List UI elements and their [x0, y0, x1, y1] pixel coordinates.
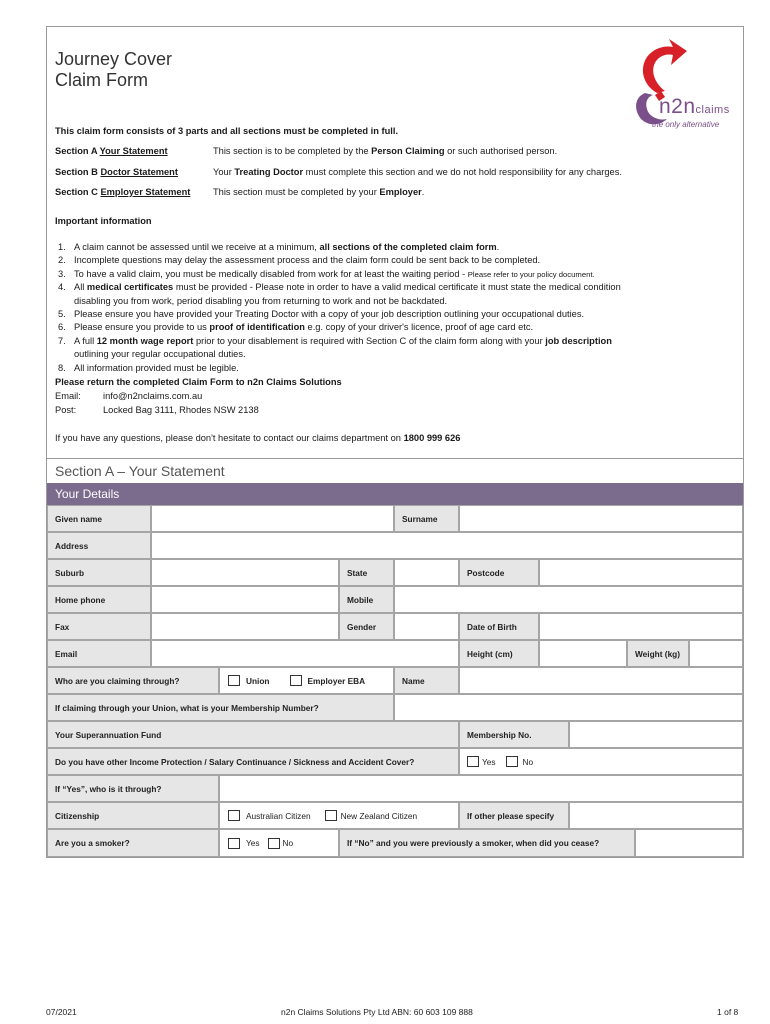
list-item: 3. To have a valid claim, you must be medically disabled from work for at least the waiting period - Please refer to your policy document. [58, 268, 595, 279]
other-income-options [459, 748, 743, 775]
logo-text: n2nclaims [659, 95, 730, 118]
footer-company: n2n Claims Solutions Pty Ltd ABN: 60 603 109 888 [281, 1007, 473, 1017]
list-item: 1. A claim cannot be assessed until we receive at a minimum, all sections of the completed claim form. [58, 242, 500, 252]
mobile-label: Mobile [339, 586, 394, 613]
smoker-yes-checkbox[interactable] [228, 838, 240, 849]
smoker-no-checkbox[interactable] [268, 838, 280, 849]
section-b-desc: Your Treating Doctor must complete this section and we do not hold responsibility for any charges. [213, 167, 622, 177]
section-a-title: Section A – Your Statement [47, 458, 743, 483]
smoker-no-label: No [282, 838, 294, 848]
name-label: Name [394, 667, 459, 694]
employer-eba-checkbox[interactable] [290, 675, 302, 686]
list-item: 2. Incomplete questions may delay the assessment process and the claim form could be sent back to be completed. [58, 255, 541, 266]
claiming-options [219, 667, 394, 694]
email-field-label: Email [47, 640, 151, 667]
membership-number-field[interactable] [394, 694, 743, 721]
mobile-field[interactable] [394, 586, 743, 613]
section-a-desc: This section is to be completed by the Person Claiming or such authorised person. [213, 146, 558, 156]
super-fund-label: Your Superannuation Fund [48, 722, 458, 747]
email-input[interactable] [151, 640, 459, 667]
smoker-label: Are you a smoker? [47, 829, 219, 857]
ceased-field[interactable] [635, 829, 743, 857]
postcode-label: Postcode [459, 559, 539, 586]
list-item: 7. A full 12 month wage report prior to your disablement is required with Section C of the claim form along with your job description outlining your regular occupational duties. [58, 335, 612, 360]
address-field[interactable] [151, 532, 743, 559]
height-label: Height (cm) [459, 640, 539, 667]
contact-text: If you have any questions, please don't hesitate to contact our claims department on 1800 999 626 [55, 433, 461, 443]
nz-citizen-checkbox[interactable] [325, 810, 337, 821]
list-item: 8. All information provided must be legible. [58, 362, 239, 373]
home-phone-field[interactable] [151, 586, 339, 613]
other-income-no-checkbox[interactable] [506, 756, 518, 767]
weight-label: Weight (kg) [627, 640, 689, 667]
suburb-label: Suburb [47, 559, 151, 586]
section-c-line: Section C Employer Statement [55, 187, 191, 197]
section-a-line: Section A Your Statement [55, 146, 168, 156]
given-name-label: Given name [47, 505, 151, 532]
if-yes-field[interactable] [219, 775, 743, 802]
weight-field[interactable] [689, 640, 743, 667]
union-label: Union [246, 675, 270, 686]
other-income-yes-label: Yes [482, 756, 496, 767]
intro-text: This claim form consists of 3 parts and all sections must be completed in full. [55, 126, 399, 136]
smoker-yes-label: Yes [246, 838, 260, 848]
height-field[interactable] [539, 640, 627, 667]
super-fund-row [47, 721, 459, 748]
return-heading: Please return the completed Claim Form to n2n Claims Solutions [55, 377, 342, 387]
claiming-through-label: Who are you claiming through? [47, 667, 219, 694]
state-label: State [339, 559, 394, 586]
title-line-2: Claim Form [55, 70, 148, 90]
dob-label: Date of Birth [459, 613, 539, 640]
logo-tagline: the only alternative [652, 120, 720, 129]
membership-no-label: Membership No. [459, 721, 569, 748]
section-b-line: Section B Doctor Statement [55, 167, 178, 177]
other-income-label: Do you have other Income Protection / Salary Continuance / Sickness and Accident Cover? [47, 748, 459, 775]
email-address[interactable]: info@n2nclaims.com.au [103, 391, 203, 401]
title-line-1: Journey Cover [55, 49, 173, 69]
dob-field[interactable] [539, 613, 743, 640]
other-income-yes-checkbox[interactable] [467, 756, 479, 767]
surname-label: Surname [394, 505, 459, 532]
important-list [55, 241, 735, 375]
if-yes-label: If “Yes”, who is it through? [47, 775, 219, 802]
state-field[interactable] [394, 559, 459, 586]
address-label: Address [47, 532, 151, 559]
name-field[interactable] [459, 667, 743, 694]
email-label: Email: [55, 391, 81, 401]
other-specify-label: If other please specify [459, 802, 569, 829]
gender-field[interactable] [394, 613, 459, 640]
fax-field[interactable] [151, 613, 339, 640]
employer-eba-label: Employer EBA [307, 675, 366, 686]
suburb-field[interactable] [151, 559, 339, 586]
membership-question-label: If claiming through your Union, what is your Membership Number? [47, 694, 394, 721]
smoker-options [219, 829, 339, 857]
section-c-desc: This section must be completed by your Employer. [213, 187, 425, 197]
union-checkbox[interactable] [228, 675, 240, 686]
australian-citizen-checkbox[interactable] [228, 810, 240, 821]
form-title [55, 49, 172, 91]
footer-page: 1 of 8 [717, 1007, 739, 1017]
home-phone-label: Home phone [47, 586, 151, 613]
list-item: 5. Please ensure you have provided your Treating Doctor with a copy of your job description outlining your occupational duties. [58, 309, 585, 320]
post-label: Post: [55, 405, 77, 415]
claim-form-page [46, 26, 744, 858]
given-name-field[interactable] [151, 505, 394, 532]
membership-no-field[interactable] [569, 721, 743, 748]
important-heading: Important information [55, 216, 152, 226]
other-income-no-label: No [522, 756, 534, 767]
nz-citizen-label: New Zealand Citizen [340, 810, 418, 821]
your-details-bar: Your Details [47, 483, 743, 505]
australian-citizen-label: Australian Citizen [246, 810, 311, 821]
ceased-question-label: If “No” and you were previously a smoker, when did you cease? [339, 829, 635, 857]
citizenship-label: Citizenship [47, 802, 219, 829]
other-specify-field[interactable] [569, 802, 743, 829]
list-item: 4. All medical certificates must be provided - Please note in order to have a valid medical certificate it must state the medical condition disabling you from work, period disabling you from returning to work and not be backdated. [58, 282, 621, 306]
fax-label: Fax [47, 613, 151, 640]
gender-label: Gender [339, 613, 394, 640]
surname-field[interactable] [459, 505, 743, 532]
post-address: Locked Bag 3111, Rhodes NSW 2138 [103, 405, 259, 415]
list-item: 6. Please ensure you provide to us proof of identification e.g. copy of your driver's licence, proof of age card etc. [58, 322, 534, 333]
footer-date: 07/2021 [46, 1007, 77, 1017]
postcode-field[interactable] [539, 559, 743, 586]
citizenship-options [219, 802, 459, 829]
